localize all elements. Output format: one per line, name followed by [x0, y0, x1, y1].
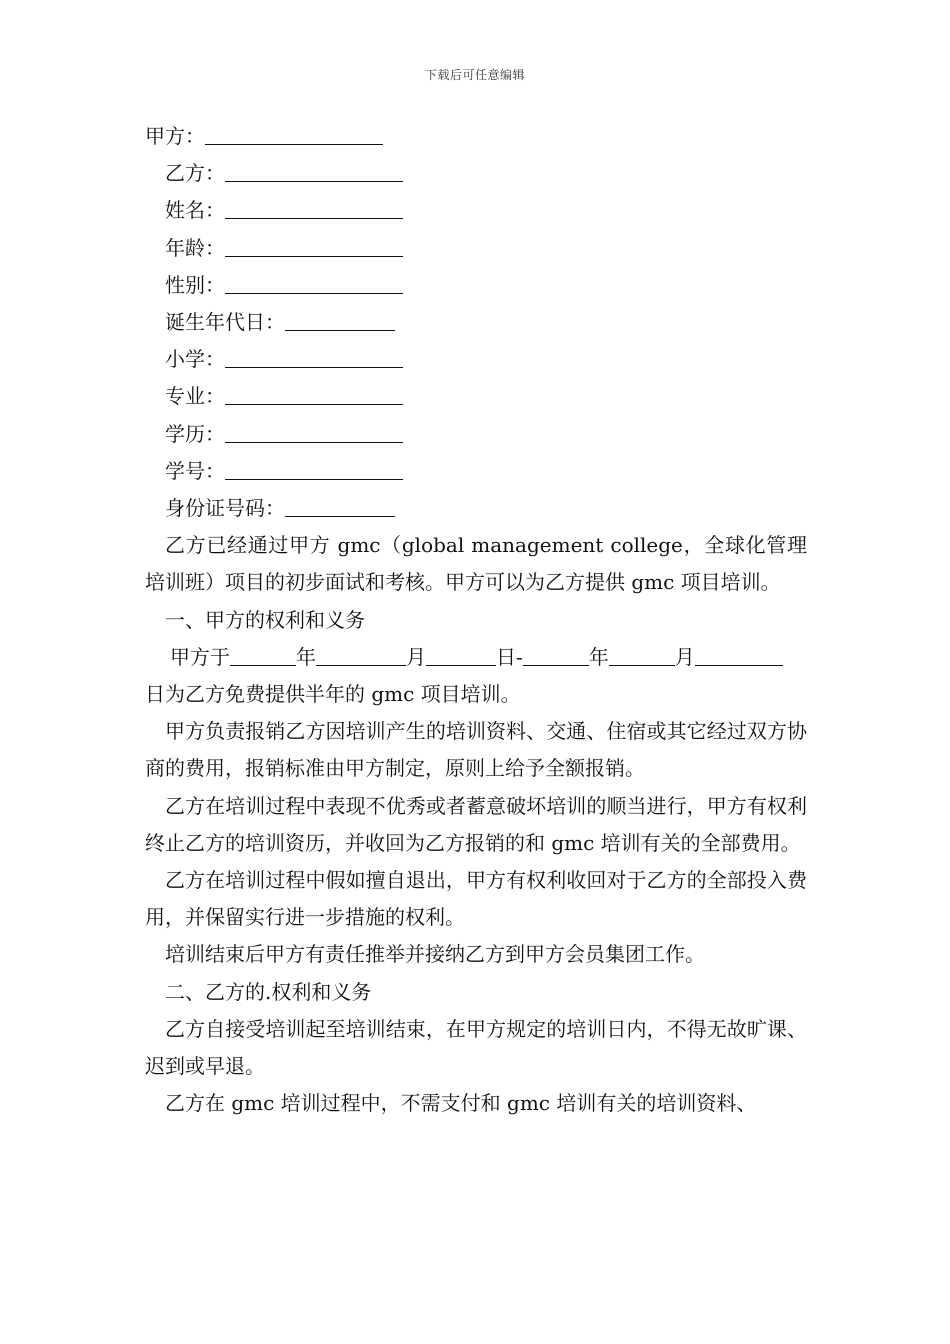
field-label: 专业： — [165, 384, 225, 409]
date-blank-year-end[interactable] — [523, 643, 589, 666]
section-1-paragraph: 培训结束后甲方有责任推举并接纳乙方到甲方会员集团工作。 — [165, 942, 705, 967]
section-1-paragraph: 乙方在培训过程中表现不优秀或者蓄意破坏培训的顺当进行，甲方有权利终止乙方的培训资历，并收回为乙方报销的和 gmc 培训有关的全部费用。 — [145, 793, 807, 855]
field-blank[interactable] — [225, 345, 403, 368]
field-party-a — [145, 118, 807, 155]
field-blank[interactable] — [225, 196, 403, 219]
field-blank[interactable] — [225, 420, 403, 443]
date-blank-day-end[interactable] — [695, 643, 783, 666]
field-school — [145, 341, 807, 378]
section-1-paragraph: 乙方在培训过程中假如擅自退出，甲方有权利收回对于乙方的全部投入费用，并保留实行进一步措施的权利。 — [145, 868, 807, 930]
field-blank[interactable] — [225, 382, 403, 405]
field-birthdate — [145, 304, 807, 341]
field-blank[interactable] — [225, 457, 403, 480]
training-date-line — [145, 639, 807, 676]
date-prefix: 甲方于 — [170, 644, 230, 669]
intro-paragraph: 乙方已经通过甲方 gmc（global management college，全球化管理培训班）项目的初步面试和考核。甲方可以为乙方提供 gmc 项目培训。 — [145, 533, 807, 595]
section-1-paragraph: 甲方负责报销乙方因培训产生的培训资料、交通、住宿或其它经过双方协商的费用，报销标准由甲方制定，原则上给予全额报销。 — [145, 719, 807, 781]
section-2-paragraph: 乙方在 gmc 培训过程中，不需支付和 gmc 培训有关的培训资料、 — [165, 1091, 757, 1116]
field-label: 学历： — [165, 421, 225, 446]
field-blank[interactable] — [285, 308, 395, 331]
field-label: 性别： — [165, 272, 225, 297]
field-gender — [145, 267, 807, 304]
date-day-label: 日- — [496, 644, 523, 669]
field-label: 学号： — [165, 458, 225, 483]
field-major — [145, 378, 807, 415]
field-age — [145, 230, 807, 267]
training-date-continuation: 日为乙方免费提供半年的 gmc 项目培训。 — [145, 682, 521, 707]
field-blank[interactable] — [225, 159, 403, 182]
date-blank-month-start[interactable] — [316, 643, 406, 666]
field-label: 甲方： — [145, 124, 205, 148]
field-label: 乙方： — [165, 161, 225, 186]
date-month-label: 月 — [406, 644, 426, 669]
date-blank-year-start[interactable] — [230, 643, 296, 666]
section-1-title: 一、甲方的权利和义务 — [165, 607, 365, 632]
field-label: 小学： — [165, 347, 225, 372]
field-label: 姓名： — [165, 198, 225, 223]
field-blank[interactable] — [205, 122, 383, 145]
field-id-number — [145, 490, 807, 527]
field-party-b — [145, 155, 807, 192]
date-month-label: 月 — [674, 644, 695, 669]
page-header-note: 下载后可任意编辑 — [424, 68, 525, 82]
field-label: 身份证号码： — [165, 496, 285, 521]
field-blank[interactable] — [225, 234, 403, 257]
field-blank[interactable] — [285, 494, 395, 517]
field-student-id — [145, 453, 807, 490]
date-blank-month-end[interactable] — [609, 643, 675, 666]
date-blank-day-start[interactable] — [426, 643, 496, 666]
field-name — [145, 192, 807, 229]
section-2-paragraph: 乙方自接受培训起至培训结束，在甲方规定的培训日内，不得无故旷课、迟到或早退。 — [145, 1016, 807, 1079]
field-blank[interactable] — [225, 271, 403, 294]
field-label: 年龄： — [165, 235, 225, 260]
contract-body — [145, 118, 807, 1122]
date-year-label: 年 — [588, 644, 609, 669]
section-2-title: 二、乙方的.权利和义务 — [165, 979, 372, 1004]
field-education — [145, 416, 807, 453]
date-year-label: 年 — [296, 644, 316, 669]
field-label: 诞生年代日： — [165, 310, 285, 335]
